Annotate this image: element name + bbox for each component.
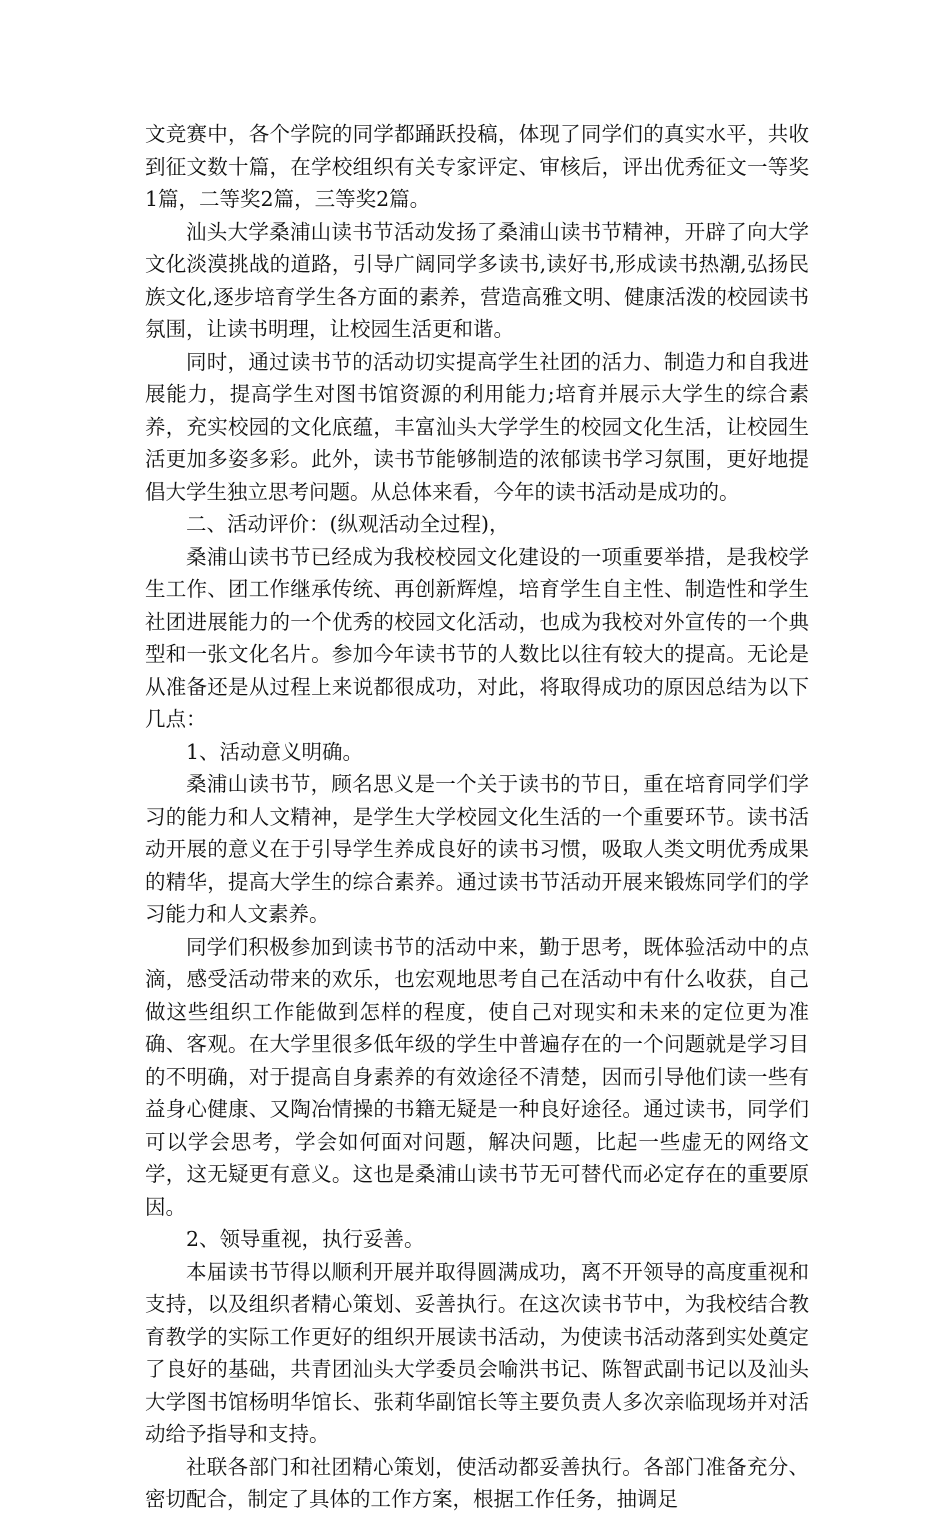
- subheading-clear-purpose: 1、活动意义明确。: [186, 739, 364, 764]
- paragraph-departments-planning: 社联各部门和社团精心策划，使活动都妥善执行。各部门准备充分、密切配合，制定了具体的工作方案，根据工作任务，抽调足: [145, 1454, 809, 1511]
- paragraph-leadership-details: 本届读书节得以顺利开展并取得圆满成功，离不开领导的高度重视和支持，以及组织者精心策划、妥善执行。在这次读书节中，为我校结合教育教学的实际工作更好的组织开展读书活动，为使读书活动落到实处奠定了良好的基础，共青团汕头大学委员会喻洪书记、陈智武副书记以及汕头大学图书馆杨明华馆长、张莉华副馆长等主要负责人多次亲临现场并对活动给予指导和支持。: [145, 1259, 809, 1446]
- paragraph-reading-festival-spirit: 汕头大学桑浦山读书节活动发扬了桑浦山读书节精神，开辟了向大学文化淡漠挑战的道路，引导广阔同学多读书,读好书,形成读书热潮,弘扬民族文化,逐步培育学生各方面的素养，营造高雅文明、健康活泼的校园读书氛围，让读书明理，让校园生活更和谐。: [145, 219, 809, 341]
- paragraph-essay-results: 文竞赛中，各个学院的同学都踊跃投稿，体现了同学们的真实水平，共收到征文数十篇，在学校组织有关专家评定、审核后，评出优秀征文一等奖1篇，二等奖2篇，三等奖2篇。: [145, 122, 809, 211]
- section-heading-activity-evaluation: 二、活动评价：(纵观活动全过程)，: [186, 512, 510, 536]
- paragraph-club-vitality: 同时，通过读书节的活动切实提高学生社团的活力、制造力和自我进展能力，提高学生对图书馆资源的利用能力;培育并展示大学生的综合素养，充实校园的文化底蕴，丰富汕头大学学生的校园文化生活，让校园生活更加多姿多彩。此外，读书节能够制造的浓郁读书学习氛围，更好地提倡大学生独立思考问题。从总体来看，今年的读书活动是成功的。: [145, 349, 809, 504]
- paragraph-festival-meaning: 桑浦山读书节，顾名思义是一个关于读书的节日，重在培育同学们学习的能力和人文精神，是学生大学校园文化生活的一个重要环节。读书活动开展的意义在于引导学生养成良好的读书习惯，吸取人类文明优秀成果的精华，提高大学生的综合素养。通过读书节活动开展来锻炼同学们的学习能力和人文素养。: [145, 772, 809, 926]
- document-body: [145, 118, 809, 1516]
- paragraph-student-participation: 同学们积极参加到读书节的活动中来，勤于思考，既体验活动中的点滴，感受活动带来的欢乐，也宏观地思考自己在活动中有什么收获，自己做这些组织工作能做到怎样的程度，使自己对现实和未来的定位更为准确、客观。在大学里很多低年级的学生中普遍存在的一个问题就是学习目的不明确，对于提高自身素养的有效途径不清楚，因而引导他们读一些有益身心健康、又陶冶情操的书籍无疑是一种良好途径。通过读书，同学们可以学会思考，学会如何面对问题，解决问题，比起一些虚无的网络文学，这无疑更有意义。这也是桑浦山读书节无可替代而必定存在的重要原因。: [145, 934, 809, 1219]
- subheading-leadership-support: 2、领导重视，执行妥善。: [186, 1227, 425, 1251]
- paragraph-campus-culture-measure: 桑浦山读书节已经成为我校校园文化建设的一项重要举措，是我校学生工作、团工作继承传统、再创新辉煌，培育学生自主性、制造性和学生社团进展能力的一个优秀的校园文化活动，也成为我校对外宣传的一个典型和一张文化名片。参加今年读书节的人数比以往有较大的提高。无论是从准备还是从过程上来说都很成功，对此，将取得成功的原因总结为以下几点：: [145, 544, 809, 731]
